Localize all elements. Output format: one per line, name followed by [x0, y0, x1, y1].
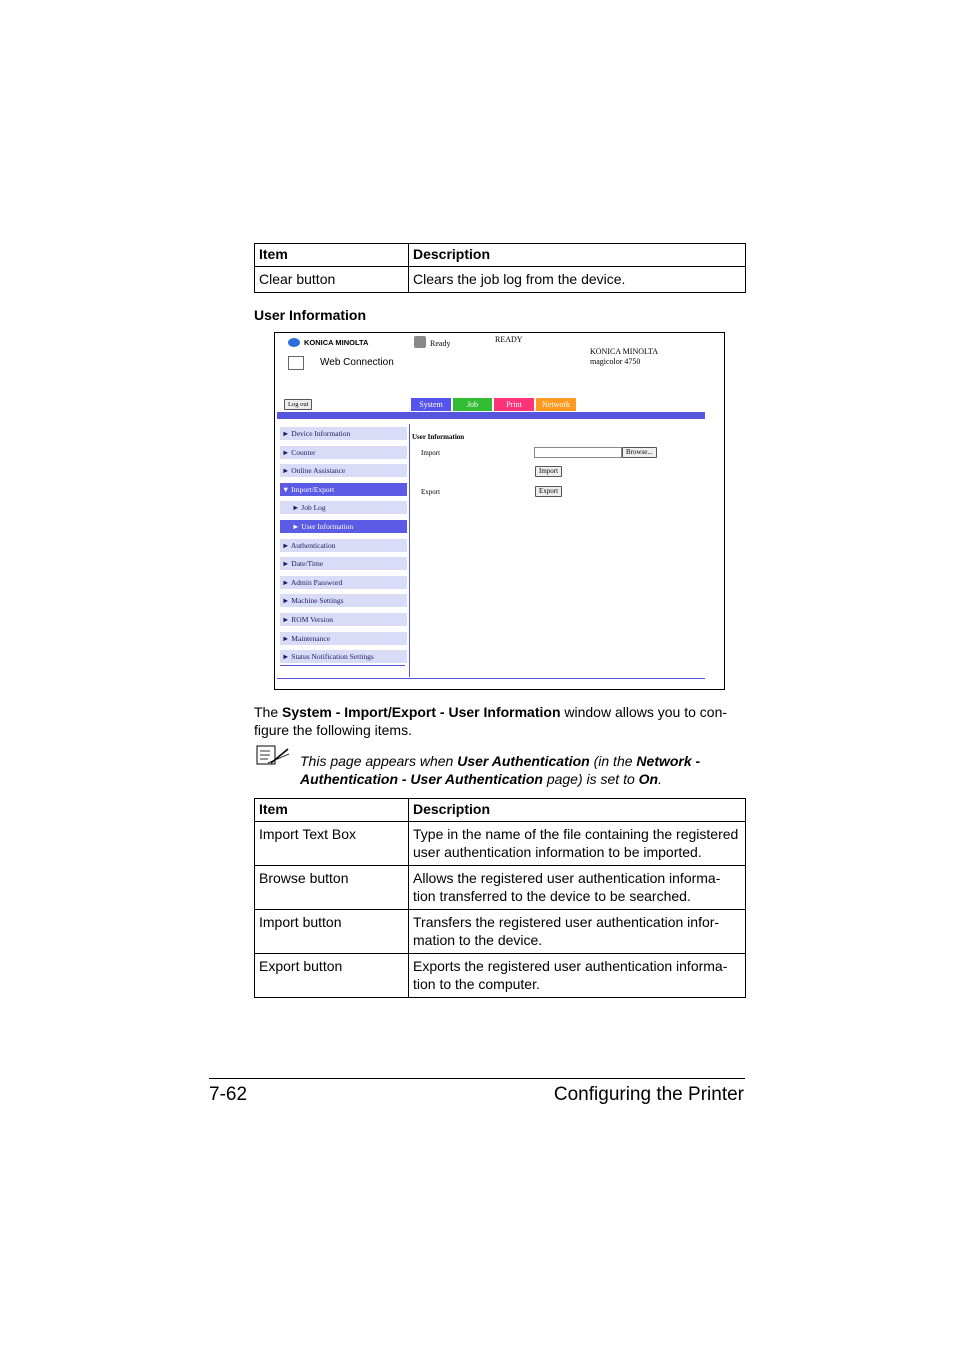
table-row [255, 910, 746, 954]
status-caps: READY [495, 335, 523, 344]
product-name: Web Connection [320, 357, 394, 368]
sidebar-item[interactable]: ► ROM Version [280, 613, 407, 626]
note-b4: On [638, 771, 659, 787]
tab-system[interactable]: System [411, 398, 451, 411]
clear-button-table [254, 243, 746, 293]
table-cell-description: Exports the registered user authentication informa-tion to the computer. [409, 954, 746, 998]
status-text: Ready [430, 339, 451, 348]
table-header-row [255, 244, 746, 267]
printer-status-icon [414, 336, 426, 348]
chapter-title: Configuring the Printer [553, 1084, 744, 1105]
note-icon [256, 745, 290, 767]
para-post: window allows you to con- [560, 704, 728, 720]
table-cell-item: Clear button [255, 267, 409, 293]
footer-line [277, 678, 705, 679]
table-row [255, 866, 746, 910]
table-header-row [255, 799, 746, 822]
import-button[interactable]: Import [535, 466, 562, 477]
note-t4: . [658, 771, 662, 787]
export-button[interactable]: Export [535, 486, 562, 497]
web-connection-screenshot [274, 332, 725, 690]
page-number: 7-62 [209, 1084, 248, 1105]
footer-rule [209, 1078, 745, 1079]
sidebar-item[interactable]: ► Device Information [280, 427, 407, 440]
table-row [255, 954, 746, 998]
user-information-table [254, 798, 746, 998]
note-text [300, 752, 750, 788]
device-brand: KONICA MINOLTA [590, 347, 659, 356]
table-cell-item: Export button [255, 954, 409, 998]
sidebar-item[interactable]: ► Admin Password [280, 576, 407, 589]
column-header-description: Description [409, 799, 746, 822]
note-b3: Authentication - User Authentication [300, 771, 543, 787]
table-row [255, 267, 746, 293]
sidebar-item[interactable]: ► Status Notification Settings [280, 650, 407, 663]
table-row [255, 822, 746, 866]
header-bar [277, 412, 705, 419]
table-cell-description: Allows the registered user authentication informa-tion transferred to the device to be searched. [409, 866, 746, 910]
sidebar-item[interactable]: ► Authentication [280, 539, 407, 552]
sidebar-item[interactable]: ► Job Log [280, 501, 407, 514]
import-label: Import [421, 449, 441, 457]
tab-print[interactable]: Print [494, 398, 534, 411]
browse-button[interactable]: Browse... [622, 447, 657, 458]
device-model: magicolor 4750 [590, 357, 641, 366]
table-cell-item: Import button [255, 910, 409, 954]
sidebar-item[interactable]: ► Machine Settings [280, 594, 407, 607]
para-bold: System - Import/Export - User Information [282, 704, 561, 720]
export-label: Export [421, 488, 441, 496]
note-t1: This page appears when [300, 753, 458, 769]
table-cell-description: Clears the job log from the device. [409, 267, 746, 293]
pagescope-logo-icon [288, 356, 304, 370]
tab-network[interactable]: Network [536, 398, 576, 411]
sidebar-item[interactable]: ► Maintenance [280, 632, 407, 645]
para-pre: The [254, 704, 283, 720]
sidebar-item[interactable]: ► User Information [280, 520, 407, 533]
import-text-box[interactable] [534, 447, 622, 458]
para-line2: figure the following items. [254, 722, 412, 738]
intro-paragraph [254, 703, 749, 739]
note-b1: User Authentication [457, 753, 590, 769]
column-header-item: Item [255, 799, 409, 822]
table-cell-item: Import Text Box [255, 822, 409, 866]
sidebar-item[interactable]: ► Online Assistance [280, 464, 407, 477]
konica-logo-icon [288, 338, 300, 347]
sidebar-item[interactable]: ► Counter [280, 446, 407, 459]
sidebar-bottom-line [280, 665, 405, 666]
section-heading: User Information [254, 307, 367, 323]
panel-title: User Information [412, 433, 465, 441]
note-t2: (in the [589, 753, 637, 769]
sidebar-divider [409, 424, 410, 677]
column-header-description: Description [409, 244, 746, 267]
note-t3: page) is set to [542, 771, 639, 787]
brand-name: KONICA MINOLTA [304, 338, 369, 347]
table-cell-description: Type in the name of the file containing the registered user authentication information to be imported. [409, 822, 746, 866]
sidebar-item[interactable]: ► Date/Time [280, 557, 407, 570]
sidebar-item[interactable]: ▼ Import/Export [280, 483, 407, 496]
table-cell-item: Browse button [255, 866, 409, 910]
note-b2: Network - [636, 753, 701, 769]
tab-job[interactable]: Job [453, 398, 492, 411]
table-cell-description: Transfers the registered user authentication infor-mation to the device. [409, 910, 746, 954]
column-header-item: Item [255, 244, 409, 267]
logout-button[interactable]: Log out [284, 399, 312, 410]
